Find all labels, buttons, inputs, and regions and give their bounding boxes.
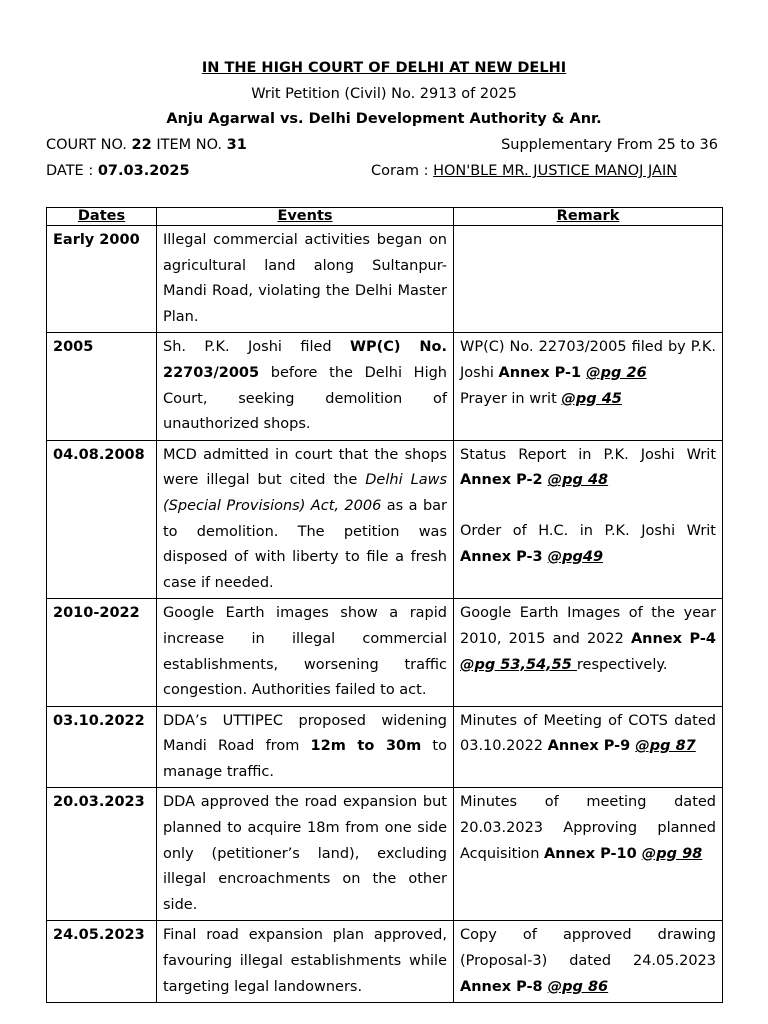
row-event: Final road expansion plan approved, favouring illegal establishments while targeting legal landowners. — [157, 921, 454, 1003]
row-date: Early 2000 — [47, 226, 157, 333]
court-no-label: COURT NO. — [46, 137, 132, 153]
remark-text: Order of H.C. in P.K. Joshi Writ — [460, 522, 716, 539]
row-remark — [454, 226, 723, 333]
table-row — [47, 921, 723, 1003]
row-event: DDA approved the road expansion but planned to acquire 18m from one side only (petitioner’s land), excluding illegal encroachments on the other side. — [157, 788, 454, 921]
court-item-line — [46, 137, 718, 153]
coram-label: Coram : — [371, 163, 434, 179]
column-header-remark: Remark — [454, 208, 723, 226]
row-remark — [454, 706, 723, 788]
row-remark — [454, 921, 723, 1003]
page-ref-link[interactable]: @pg49 — [547, 548, 604, 565]
coram — [371, 163, 677, 179]
row-date: 04.08.2008 — [47, 440, 157, 599]
remark-text: Google Earth Images of the year 2010, 2015 and 2022 — [460, 605, 716, 647]
table-row — [47, 599, 723, 706]
date-coram-line — [46, 163, 718, 179]
event-text: as a bar to demolition. The petition was disposed of with liberty to file a fresh case if needed. — [163, 497, 447, 591]
annex-label: Annex P-2 — [460, 472, 548, 489]
remark-text: Prayer in writ — [460, 390, 562, 407]
row-event — [157, 706, 454, 788]
row-remark — [454, 788, 723, 921]
date-label: DATE : — [46, 163, 98, 179]
court-no: 22 — [131, 137, 152, 153]
item-no: 31 — [226, 137, 247, 153]
event-text: before the Delhi High Court, seeking demolition of unauthorized shops. — [163, 364, 447, 433]
page-ref-link[interactable]: @pg 86 — [547, 978, 609, 995]
table-row — [47, 706, 723, 788]
row-remark — [454, 599, 723, 706]
annex-label: Annex P-1 — [498, 364, 587, 381]
page-ref-link[interactable]: @pg 87 — [635, 738, 696, 755]
row-event — [157, 333, 454, 440]
row-event: Illegal commercial activities began on agricultural land along Sultanpur-Mandi Road, violating the Delhi Master Plan. — [157, 226, 454, 333]
page-ref-link[interactable]: @pg 48 — [547, 472, 609, 489]
table-row — [47, 226, 723, 333]
annex-label: Annex P-3 — [460, 548, 548, 565]
row-date: 2010-2022 — [47, 599, 157, 706]
row-date: 2005 — [47, 333, 157, 440]
annex-label: Annex P-10 — [544, 845, 642, 862]
row-date: 20.03.2023 — [47, 788, 157, 921]
remark-text: Minutes of Meeting of COTS dated 03.10.2022 — [460, 712, 716, 755]
hearing-date: 07.03.2025 — [97, 163, 190, 179]
coram-judge: HON'BLE MR. JUSTICE MANOJ JAIN — [433, 163, 678, 179]
table-row — [47, 440, 723, 599]
event-text: MCD admitted in court that the shops were illegal but cited the — [163, 446, 447, 489]
supplementary-range: Supplementary From 25 to 36 — [501, 137, 718, 153]
petition-number: Writ Petition (Civil) No. 2913 of 2025 — [251, 86, 517, 102]
events-table — [46, 207, 723, 1003]
table-header-row — [47, 208, 723, 226]
remark-text: Status Report in P.K. Joshi Writ — [460, 446, 716, 463]
row-remark — [454, 440, 723, 599]
remark-text: WP(C) No. 22703/2005 filed by P.K. Joshi — [460, 339, 716, 381]
annex-label: Annex P-4 — [630, 630, 716, 647]
row-event — [157, 440, 454, 599]
row-date: 03.10.2022 — [47, 706, 157, 788]
remark-text: Copy of approved drawing (Proposal-3) dated 24.05.2023 — [460, 927, 716, 970]
row-remark — [454, 333, 723, 440]
row-date: 24.05.2023 — [47, 921, 157, 1003]
event-width: 12m to 30m — [310, 738, 422, 755]
annex-label: Annex P-8 — [460, 978, 548, 995]
court-title: IN THE HIGH COURT OF DELHI AT NEW DELHI — [201, 60, 567, 76]
column-header-dates: Dates — [47, 208, 157, 226]
table-row — [47, 333, 723, 440]
table-row — [47, 788, 723, 921]
event-case-ref: WP(C) No. 22703/2005 — [163, 339, 448, 381]
item-no-label: ITEM NO. — [151, 137, 227, 153]
remark-text: Minutes of meeting dated 20.03.2023 Approving planned Acquisition — [460, 794, 716, 862]
case-parties: Anju Agarwal vs. Delhi Development Authority & Anr. — [166, 111, 602, 127]
event-text: to manage traffic. — [163, 738, 447, 780]
page-ref-link[interactable]: @pg 53,54,55 — [460, 656, 577, 673]
remark-text: respectively. — [576, 656, 668, 673]
page-ref-link[interactable]: @pg 26 — [586, 364, 647, 381]
annex-label: Annex P-9 — [547, 738, 636, 755]
row-event: Google Earth images show a rapid increase in illegal commercial establishments, worsening traffic congestion. Authorities failed to act. — [157, 599, 454, 706]
column-header-events: Events — [157, 208, 454, 226]
event-text: Sh. P.K. Joshi filed — [163, 339, 351, 356]
act-name: Delhi Laws (Special Provisions) Act, 2006 — [163, 472, 447, 514]
page-ref-link[interactable]: @pg 98 — [641, 845, 703, 862]
page-ref-link[interactable]: @pg 45 — [561, 390, 622, 407]
event-text: DDA’s UTTIPEC proposed widening Mandi Road from — [163, 712, 447, 755]
